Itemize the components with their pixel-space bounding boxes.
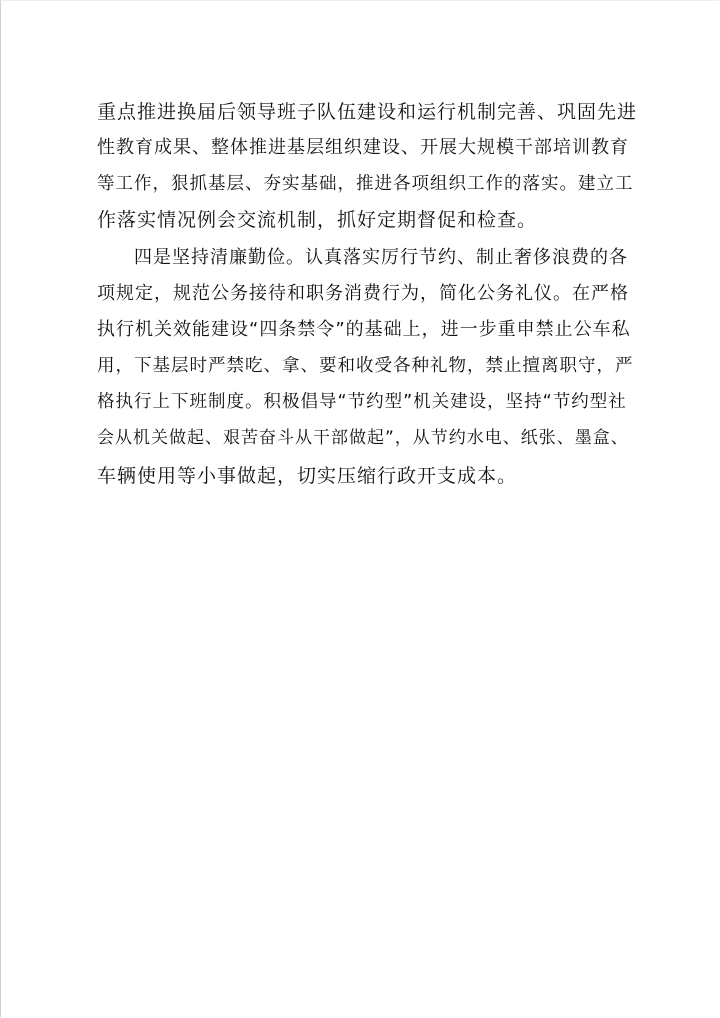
text-line: 性教育成果、整体推进基层组织建设、开展大规模干部培训教育: [97, 137, 629, 158]
text-line: 会从机关做起、艰苦奋斗从干部做起”，从节约水电、纸张、墨盒、: [97, 428, 629, 448]
text-line: 重点推进换届后领导班子队伍建设和运行机制完善、巩固先进: [97, 101, 638, 123]
text-line: 等工作，狠抓基层、夯实基础，推进各项组织工作的落实。建立工: [97, 174, 634, 194]
text-line: 项规定，规范公务接待和职务消费行为，简化公务礼仪。在严格: [97, 283, 629, 304]
text-line: 作落实情况例会交流机制，抓好定期督促和检查。: [97, 209, 538, 231]
text-line: 格执行上下班制度。积极倡导“节约型”机关建设，坚持“节约型社: [97, 392, 627, 412]
text-line: 车辆使用等小事做起，切实压缩行政开支成本。: [97, 465, 518, 487]
text-line: 执行机关效能建设“四条禁令”的基础上，进一步重申禁止公车私: [97, 319, 631, 340]
paragraph-start-line: 四是坚持清廉勤俭。认真落实厉行节约、制止奢侈浪费的各: [134, 247, 628, 268]
text-line: 用，下基层时严禁吃、拿、要和收受各种礼物，禁止擅离职守，严: [97, 356, 634, 376]
